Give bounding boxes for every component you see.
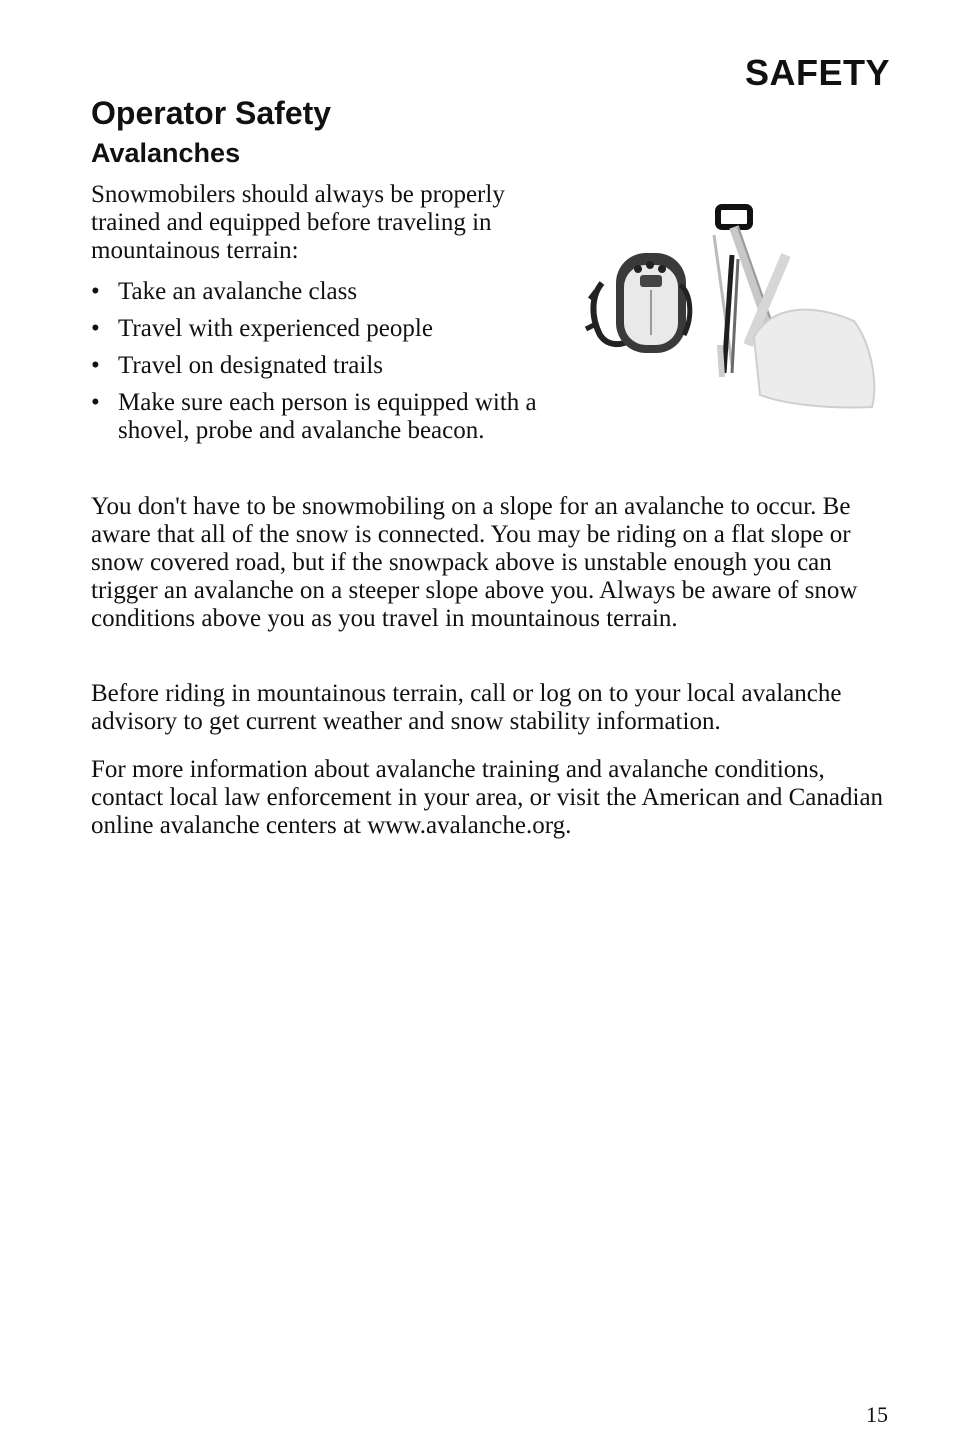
paragraph: You don't have to be snowmobiling on a slope for an avalanche to occur. Be aware that all of the snow is connected. You may be riding on a flat slope or snow covered road, but if the snowpack above is unstable enough you can trigger an avalanche on a steeper slope above you. Always be aware of snow conditions above you as you travel in mountainous terrain. [91,493,858,632]
bullet-icon: • [91,352,100,379]
section-subtitle: Avalanches [91,138,241,168]
equipment-list [91,278,541,454]
page-title: Operator Safety [91,95,332,131]
section-header: SAFETY [744,52,890,93]
list-item [91,315,541,343]
paragraph: Before riding in mountainous terrain, call or log on to your local avalanche advisory to get current weather and snow stability information. [91,680,842,735]
paragraph: For more information about avalanche training and avalanche conditions, contact local law enforcement in your area, or visit the American and Canadian online avalanche centers at www.avalanche.org. [91,756,884,839]
list-item-text: Take an avalanche class [118,278,358,305]
list-item-text: Make sure each person is equipped with a shovel, probe and avalanche beacon. [118,389,537,444]
bullet-icon: • [91,315,100,342]
avalanche-gear-image [572,195,884,413]
list-item [91,278,541,306]
page-number: 15 [866,1402,888,1427]
list-item [91,352,541,380]
list-item-text: Travel on designated trails [118,352,384,379]
list-item-text: Travel with experienced people [118,315,433,342]
bullet-icon: • [91,389,100,416]
list-item [91,389,541,445]
intro-text: Snowmobilers should always be properly trained and equipped before traveling in mountainous terrain: [91,181,505,264]
bullet-icon: • [91,278,100,305]
